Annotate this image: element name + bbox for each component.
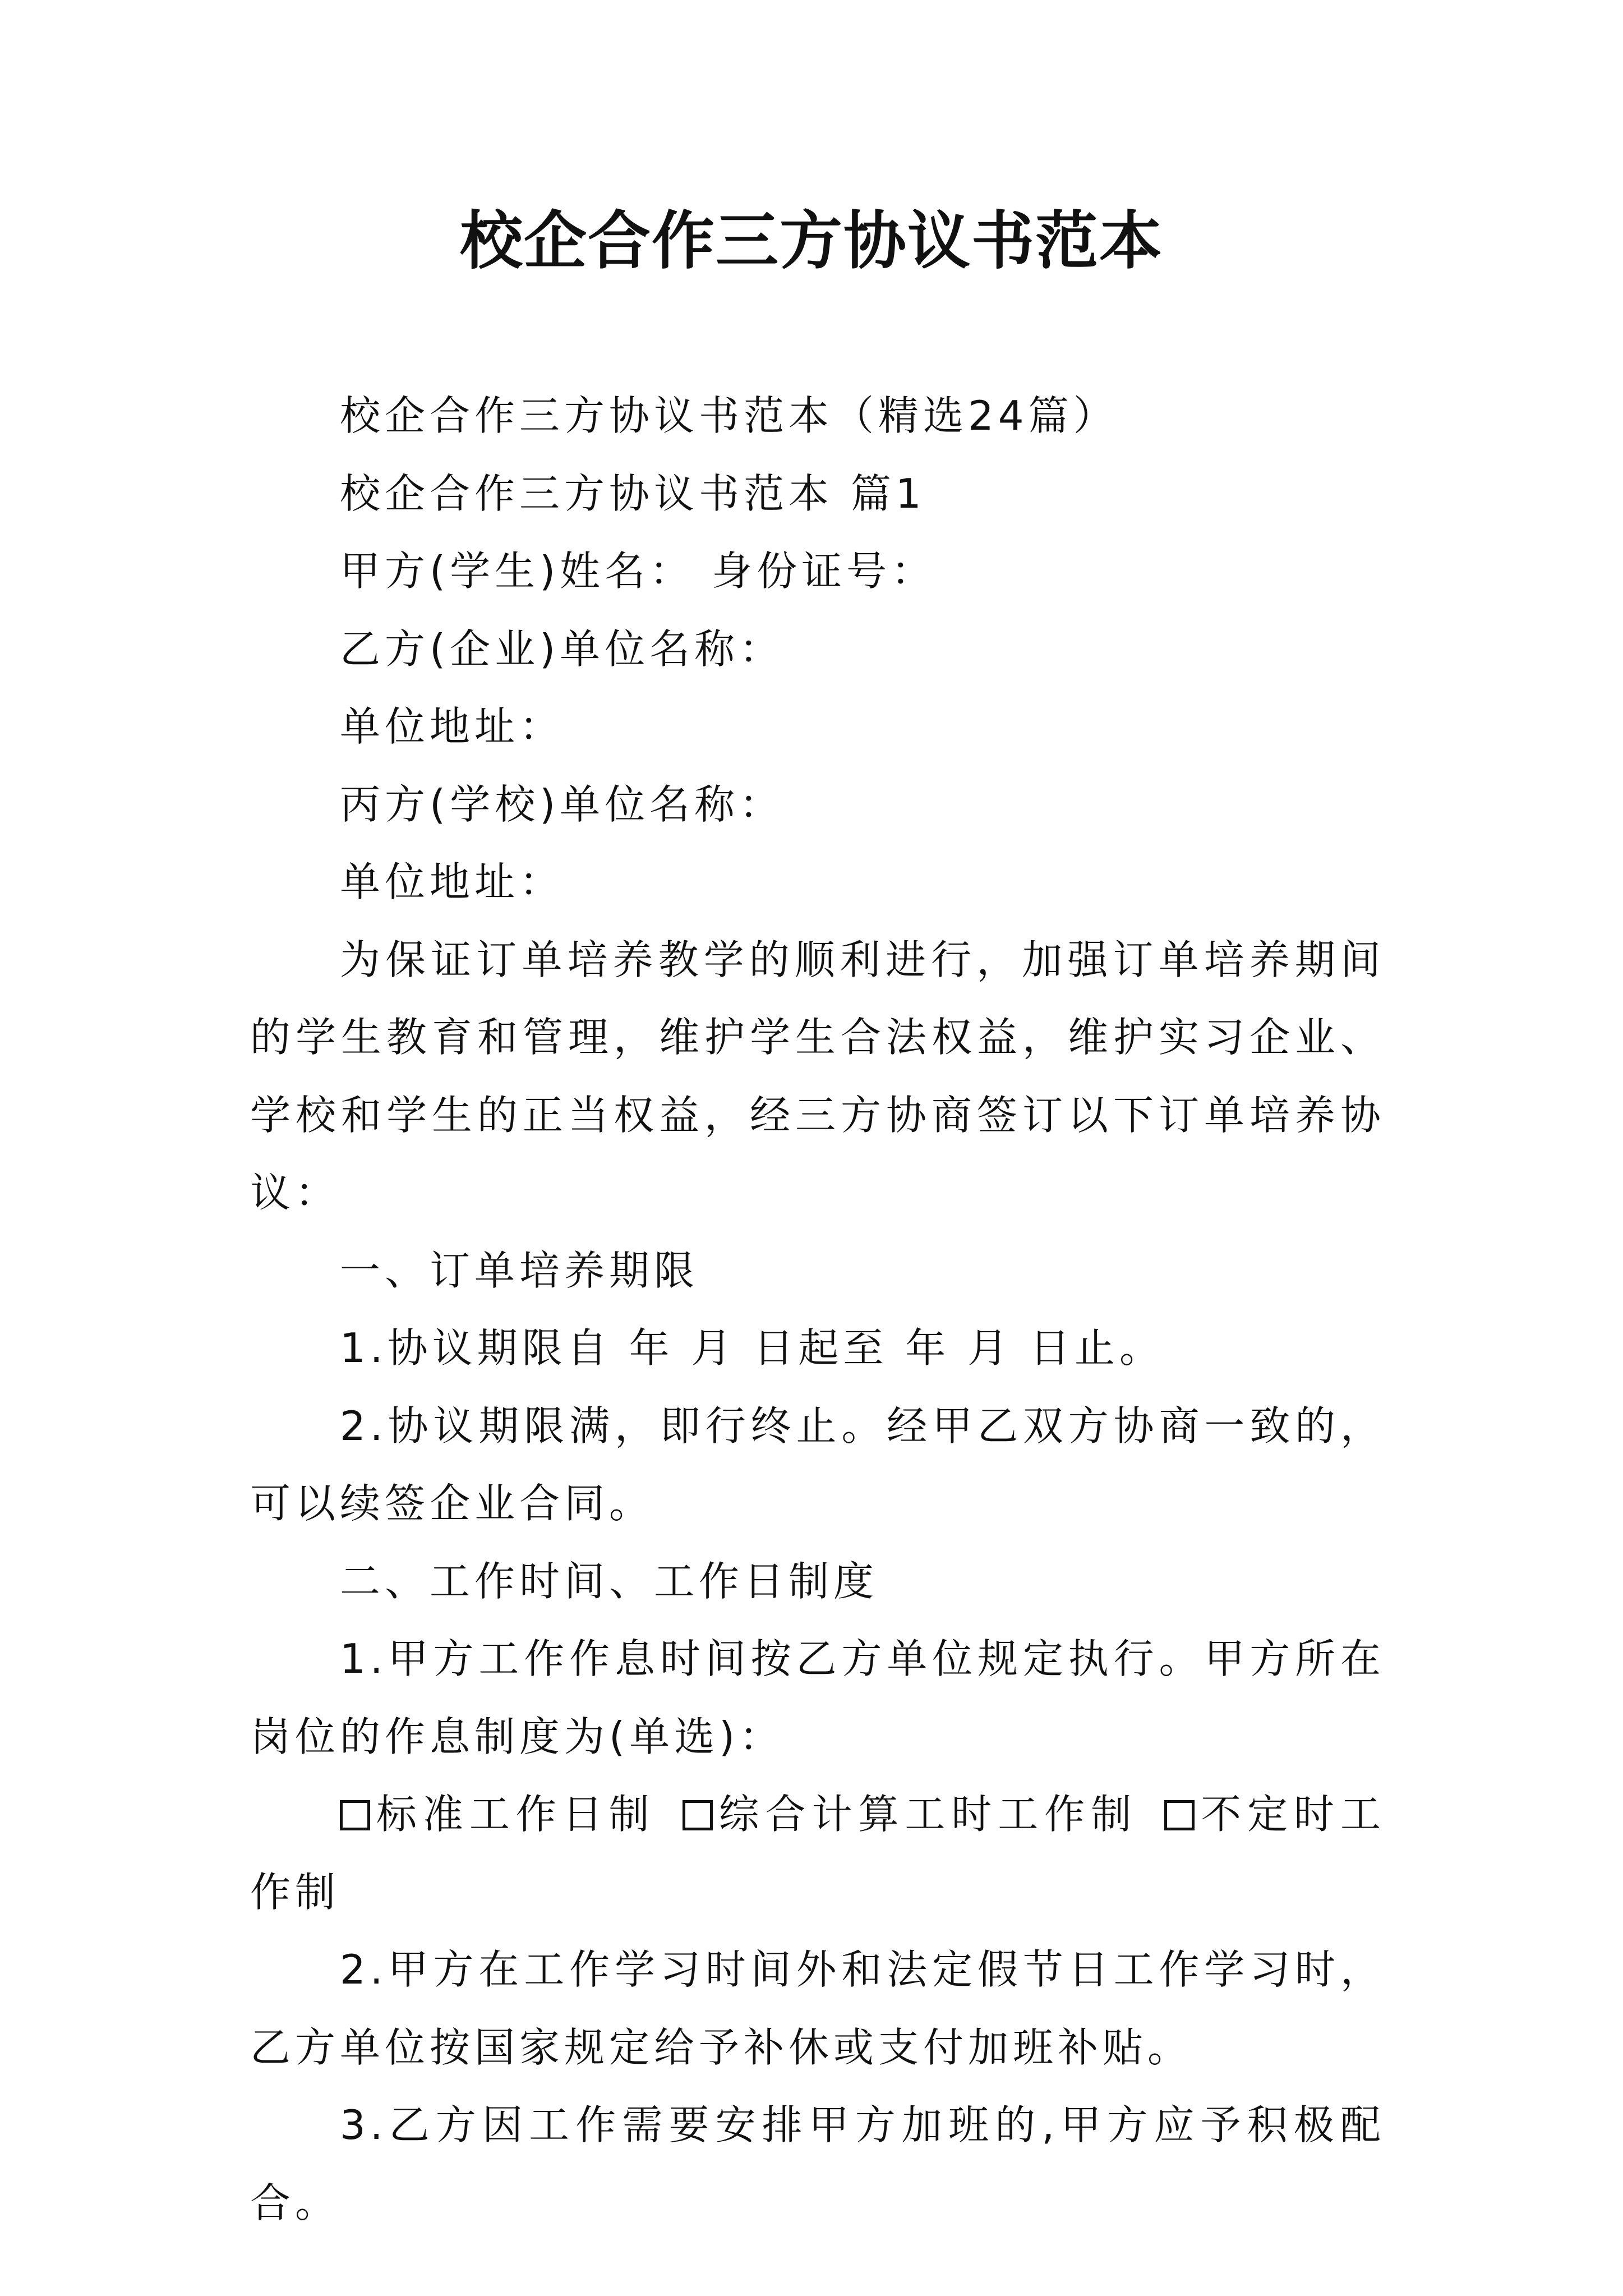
- paragraph-term-2: 2.协议期限满，即行终止。经甲乙双方协商一致的，可以续签企业合同。: [250, 1402, 1385, 1527]
- paragraph-heading-worktime: 二、工作时间、工作日制度: [340, 1557, 879, 1605]
- paragraph-preamble: 为保证订单培养教学的顺利进行，加强订单培养期间的学生教育和管理，维护学生合法权益，维护实习企业、学校和学生的正当权益，经三方协商签订以下订单培养协议：: [250, 936, 1385, 1216]
- checkbox-icon[interactable]: [683, 1800, 713, 1830]
- document-body: [250, 377, 1385, 2242]
- paragraph-term-1: 1.协议期限自 年 月 日起至 年 月 日止。: [340, 1324, 1165, 1372]
- paragraph-checkbox-options: [250, 1775, 1385, 1931]
- option-standard-workday[interactable]: [340, 1791, 656, 1838]
- paragraph-section-heading: 校企合作三方协议书范本 篇1: [340, 470, 926, 517]
- paragraph-worktime-3: 3.乙方因工作需要安排甲方加班的,甲方应予积极配合。: [250, 2101, 1385, 2226]
- paragraph-party-b-address: 单位地址：: [340, 703, 565, 750]
- option-comprehensive-hours[interactable]: [683, 1791, 1138, 1838]
- paragraph-subtitle: 校企合作三方协议书范本（精选24篇）: [340, 392, 1118, 439]
- checkbox-icon[interactable]: [340, 1800, 370, 1830]
- checkbox-icon[interactable]: [1164, 1800, 1195, 1830]
- option-label: 不定时工作制: [250, 1791, 1385, 1916]
- paragraph-party-c-address: 单位地址：: [340, 858, 565, 905]
- option-label: 标准工作日制: [375, 1791, 656, 1838]
- paragraph-worktime-2: 2.甲方在工作学习时间外和法定假节日工作学习时，乙方单位按国家规定给予补休或支付加班补贴。: [250, 1946, 1385, 2071]
- paragraph-party-a: 甲方(学生)姓名： 身份证号：: [340, 547, 937, 595]
- paragraph-party-b: 乙方(企业)单位名称：: [340, 625, 785, 673]
- paragraph-heading-term: 一、订单培养期限: [340, 1246, 699, 1294]
- paragraph-worktime-1: 1.甲方工作作息时间按乙方单位规定执行。甲方所在岗位的作息制度为(单选)：: [250, 1635, 1385, 1760]
- document-title: 校企合作三方协议书范本: [460, 204, 1163, 278]
- option-label: 综合计算工时工作制: [717, 1791, 1138, 1838]
- paragraph-party-c: 丙方(学校)单位名称：: [340, 780, 785, 828]
